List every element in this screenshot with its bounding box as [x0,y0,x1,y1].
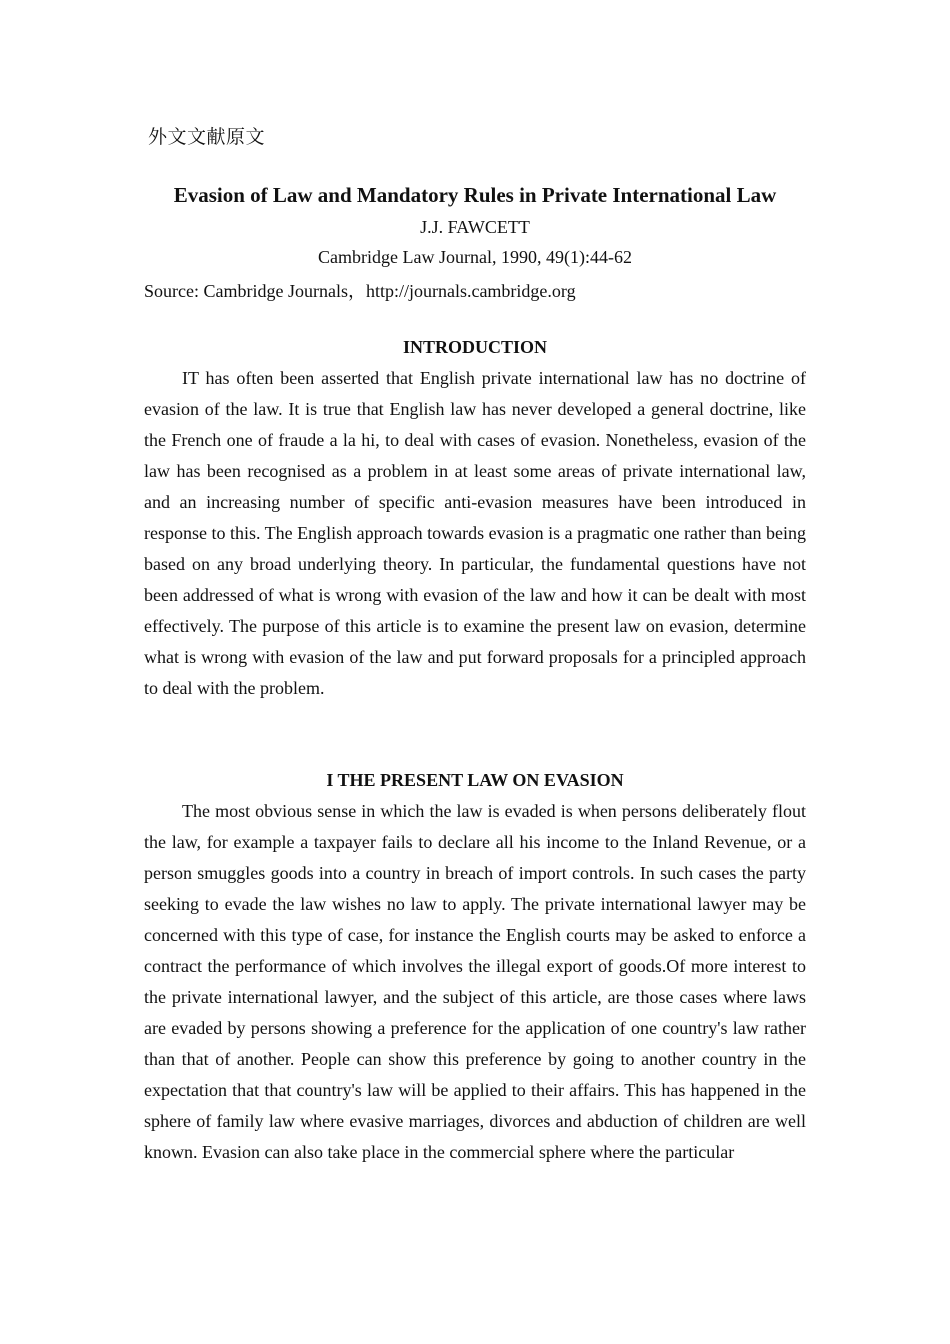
article-author: J.J. FAWCETT [420,217,530,237]
introduction-paragraph: IT has often been asserted that English private international law has no doctrine of evasion of the law. It is true that English law has never developed a general doctrine, like the French one of fraude a la hi, to deal with cases of evasion. Nonetheless, evasion of the law has been recognised as a problem in at least some areas of private international law, and an increasing number of specific anti-evasion measures have been introduced in response to this. The English approach towards evasion is a pragmatic one rather than being based on any broad underlying theory. In particular, the fundamental questions have not been addressed of what is wrong with evasion of the law and how it can be dealt with most effectively. The purpose of this article is to examine the present law on evasion, determine what is wrong with evasion of the law and put forward proposals for a principled approach to deal with the problem. [144,368,806,698]
article-citation: Cambridge Law Journal, 1990, 49(1):44-62 [318,247,632,267]
document-label: 外文文献原文 [148,126,266,148]
present-law-paragraph: The most obvious sense in which the law is evaded is when persons deliberately flout the law, for example a taxpayer fails to declare all his income to the Inland Revenue, or a person smuggles goods into a country in breach of import controls. In such cases the party seeking to evade the law wishes no law to apply. The private international lawyer may be concerned with this type of case, for instance the English courts may be asked to enforce a contract the performance of which involves the illegal export of goods.Of more interest to the private international lawyer, and the subject of this article, are those cases where laws are evaded by persons showing a preference for the application of one country's law rather than that of another. People can show this preference by going to another country in the expectation that that country's law will be applied to their affairs. This has happened in the sphere of family law where evasive marriages, divorces and abduction of children are well known. Evasion can also take place in the commercial sphere where the particular [144,801,806,1162]
section-heading-present-law: I THE PRESENT LAW ON EVASION [326,770,624,790]
section-heading-introduction: INTRODUCTION [402,337,548,357]
article-title: Evasion of Law and Mandatory Rules in Private International Law [173,183,777,207]
article-source: Source: Cambridge Journals，http://journals.cambridge.org [144,281,576,301]
